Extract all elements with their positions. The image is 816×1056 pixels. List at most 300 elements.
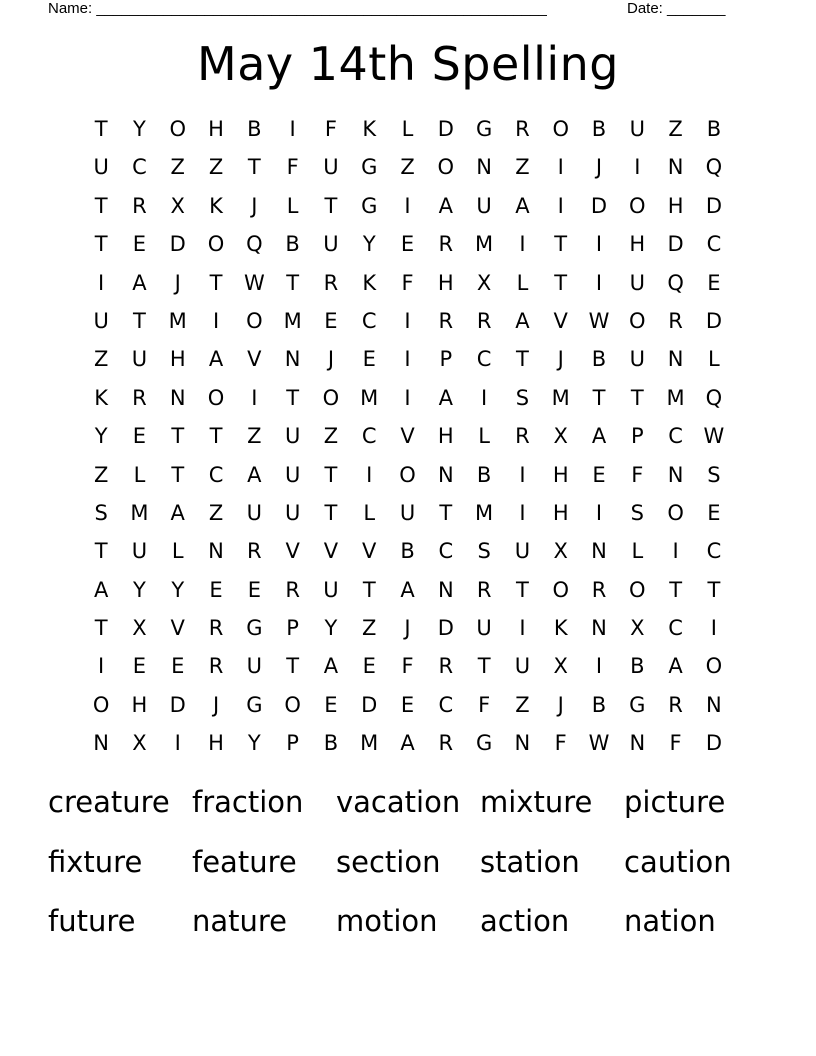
grid-letter: I (557, 155, 564, 180)
word-bank-item: picture (624, 785, 726, 819)
grid-letter: T (669, 577, 683, 602)
grid-letter: O (437, 155, 455, 180)
grid-letter: N (169, 385, 186, 410)
grid-letter: B (591, 347, 607, 372)
grid-letter: L (708, 347, 720, 372)
grid-letter: Y (247, 731, 261, 756)
grid-letter: D (705, 193, 722, 218)
grid-letter: A (668, 654, 683, 679)
grid-letter: K (362, 117, 377, 141)
grid-letter: E (707, 270, 721, 295)
grid-letter: N (208, 539, 224, 564)
grid-letter: K (209, 193, 223, 218)
grid-letter: A (170, 500, 185, 525)
grid-letter: N (706, 692, 722, 717)
grid-letter: M (666, 385, 685, 410)
grid-letter: T (171, 424, 185, 449)
grid-letter: V (400, 424, 415, 449)
grid-row (82, 724, 733, 762)
grid-letter: S (630, 500, 644, 525)
grid-letter: O (629, 193, 646, 218)
grid-letter: B (476, 462, 492, 487)
grid-letter: T (94, 117, 108, 141)
grid-letter: E (707, 500, 721, 525)
grid-letter: A (438, 193, 453, 218)
grid-letter: W (588, 308, 610, 333)
grid-letter: G (246, 616, 263, 641)
word-bank-item: nature (192, 904, 288, 938)
grid-letter: F (669, 731, 682, 756)
grid-letter: V (170, 616, 185, 641)
grid-letter: S (94, 500, 108, 525)
grid-letter: M (360, 731, 379, 756)
grid-letter: L (401, 117, 414, 141)
grid-letter: X (630, 616, 645, 641)
grid-letter: X (553, 654, 568, 679)
grid-letter: R (132, 193, 147, 218)
grid-letter: E (400, 232, 415, 257)
grid-letter: T (94, 539, 108, 564)
grid-letter: Z (400, 155, 415, 180)
grid-letter: N (667, 155, 684, 180)
grid-letter: T (362, 577, 376, 602)
grid-letter: P (286, 731, 299, 756)
grid-letter: K (553, 616, 568, 641)
grid-letter: B (591, 117, 607, 141)
grid-letter: X (553, 539, 568, 564)
grid-letter: N (93, 731, 109, 756)
grid-letter: L (631, 539, 644, 564)
grid-letter: M (168, 308, 187, 333)
grid-letter: B (400, 539, 415, 564)
grid-letter: N (437, 577, 454, 602)
word-bank-row (48, 840, 768, 900)
grid-letter: Y (171, 577, 185, 602)
grid-letter: O (705, 654, 723, 679)
grid-letter: Y (362, 232, 376, 257)
grid-row (82, 494, 733, 532)
grid-letter: I (289, 117, 296, 141)
grid-letter: O (629, 308, 646, 333)
grid-letter: I (404, 308, 411, 333)
grid-letter: Q (246, 232, 263, 257)
grid-letter: C (706, 539, 722, 564)
grid-letter: J (327, 347, 335, 372)
grid-row (82, 340, 733, 378)
grid-letter: O (322, 385, 340, 410)
grid-letter: T (286, 654, 300, 679)
grid-letter: Q (705, 155, 723, 180)
grid-letter: Y (94, 424, 108, 449)
word-bank-item: motion (336, 904, 438, 938)
grid-letter: R (208, 654, 224, 679)
grid-letter: U (476, 616, 492, 641)
grid-letter: I (595, 232, 603, 257)
grid-row (82, 225, 733, 263)
grid-letter: T (324, 462, 338, 487)
grid-letter: T (94, 193, 108, 218)
grid-letter: I (710, 616, 717, 641)
grid-letter: O (284, 692, 301, 717)
grid-letter: E (400, 692, 415, 717)
grid-letter: T (133, 308, 146, 333)
grid-letter: U (131, 347, 148, 372)
grid-letter: V (323, 539, 339, 564)
grid-letter: T (94, 232, 108, 257)
grid-letter: D (590, 193, 608, 218)
grid-letter: U (246, 500, 263, 525)
grid-letter: I (404, 347, 411, 372)
grid-letter: V (553, 308, 568, 333)
grid-letter: R (438, 731, 454, 756)
grid-letter: F (401, 654, 414, 679)
word-bank-item: fixture (48, 844, 143, 879)
grid-letter: D (361, 692, 378, 717)
grid-letter: I (481, 385, 488, 410)
grid-letter: H (629, 232, 646, 257)
grid-letter: I (519, 462, 526, 487)
grid-letter: O (552, 577, 569, 602)
grid-letter: M (283, 308, 302, 333)
grid-letter: D (705, 308, 722, 333)
grid-letter: U (399, 500, 416, 525)
grid-letter: F (324, 117, 337, 141)
grid-letter: V (362, 539, 377, 564)
grid-letter: E (132, 654, 147, 679)
grid-letter: T (286, 385, 300, 410)
grid-letter: L (516, 270, 529, 295)
grid-letter: O (207, 385, 225, 410)
grid-letter: J (404, 616, 411, 641)
grid-letter: A (591, 424, 607, 449)
grid-letter: H (552, 500, 569, 525)
grid-letter: H (552, 462, 569, 487)
grid-letter: H (208, 731, 224, 756)
name-field: Name: ______________________________________________________ (48, 0, 547, 17)
grid-letter: U (93, 155, 109, 180)
grid-letter: B (591, 692, 607, 717)
date-field: Date: _______ (627, 0, 726, 17)
grid-letter: G (361, 193, 378, 218)
grid-letter: U (514, 539, 531, 564)
grid-letter: D (437, 616, 454, 641)
grid-letter: U (629, 270, 645, 295)
grid-letter: I (672, 539, 679, 564)
grid-letter: I (404, 193, 411, 218)
grid-letter: R (323, 270, 339, 295)
grid-letter: T (707, 577, 721, 602)
grid-letter: R (208, 616, 224, 641)
grid-letter: C (132, 155, 147, 180)
grid-letter: H (208, 117, 224, 141)
word-bank-row (48, 899, 768, 959)
header-fields (48, 0, 748, 20)
grid-letter: B (706, 117, 722, 141)
grid-letter: C (438, 692, 454, 717)
grid-letter: H (169, 347, 186, 372)
grid-letter: T (477, 654, 491, 679)
grid-letter: Z (323, 424, 339, 449)
grid-letter: Y (133, 577, 146, 602)
grid-letter: V (285, 539, 300, 564)
grid-letter: I (251, 385, 258, 410)
grid-letter: U (246, 654, 263, 679)
grid-letter: J (212, 692, 220, 717)
word-bank-item: future (48, 904, 136, 938)
grid-letter: C (476, 347, 492, 372)
grid-letter: O (629, 577, 646, 602)
grid-letter: T (516, 577, 529, 602)
grid-letter: B (630, 654, 645, 679)
grid-letter: T (324, 193, 338, 218)
grid-letter: E (324, 308, 338, 333)
grid-letter: N (667, 347, 684, 372)
grid-letter: E (324, 692, 338, 717)
grid-letter: B (285, 232, 300, 257)
grid-letter: I (98, 270, 105, 295)
grid-letter: R (285, 577, 300, 602)
grid-letter: X (476, 270, 492, 295)
grid-letter: U (323, 577, 339, 602)
grid-letter: I (519, 500, 526, 525)
grid-letter: A (400, 577, 415, 602)
grid-letter: O (169, 117, 186, 141)
grid-letter: M (475, 500, 494, 525)
grid-letter: T (630, 385, 644, 410)
grid-row (82, 302, 733, 340)
grid-letter: I (519, 616, 526, 641)
grid-letter: X (170, 193, 185, 218)
grid-letter: Q (667, 270, 684, 295)
grid-letter: E (247, 577, 261, 602)
grid-letter: T (171, 462, 185, 487)
grid-letter: N (591, 616, 607, 641)
grid-letter: Z (208, 500, 224, 525)
grid-letter: U (476, 193, 492, 218)
word-search-grid (82, 110, 733, 763)
grid-letter: F (631, 462, 644, 487)
grid-letter: I (366, 462, 373, 487)
grid-letter: A (132, 270, 147, 295)
word-bank (48, 780, 768, 959)
grid-letter: T (554, 232, 568, 257)
grid-letter: E (362, 347, 376, 372)
grid-letter: S (707, 462, 721, 487)
grid-letter: G (361, 155, 378, 180)
grid-letter: F (554, 731, 567, 756)
grid-letter: G (475, 731, 493, 756)
grid-letter: R (438, 308, 454, 333)
grid-letter: C (361, 424, 377, 449)
grid-letter: J (251, 193, 258, 218)
grid-letter: E (592, 462, 606, 487)
grid-letter: E (132, 232, 147, 257)
grid-letter: T (592, 385, 606, 410)
grid-letter: R (476, 577, 492, 602)
grid-letter: N (437, 462, 454, 487)
grid-letter: W (588, 731, 610, 756)
grid-letter: O (667, 500, 684, 525)
grid-letter: D (705, 731, 722, 756)
word-bank-item: nation (624, 904, 716, 938)
grid-letter: X (132, 731, 147, 756)
grid-letter: R (438, 654, 454, 679)
page-title: May 14th Spelling (197, 37, 619, 91)
grid-letter: T (286, 270, 300, 295)
grid-letter: O (246, 308, 263, 333)
grid-letter: B (323, 731, 339, 756)
grid-letter: W (243, 270, 265, 295)
grid-letter: Z (247, 424, 262, 449)
grid-letter: Z (668, 117, 683, 141)
grid-row (82, 571, 733, 609)
grid-letter: G (246, 692, 263, 717)
grid-letter: N (667, 462, 684, 487)
grid-letter: T (209, 270, 223, 295)
grid-letter: D (169, 692, 186, 717)
grid-letter: H (437, 270, 454, 295)
grid-letter: P (439, 347, 453, 372)
word-bank-item: action (480, 904, 570, 938)
word-bank-item: station (480, 844, 580, 879)
grid-letter: L (286, 193, 299, 218)
grid-letter: A (400, 731, 415, 756)
grid-row (82, 379, 733, 417)
grid-letter: R (476, 308, 492, 333)
word-bank-item: creature (48, 785, 170, 819)
grid-letter: C (361, 308, 377, 333)
grid-letter: K (362, 270, 377, 295)
grid-letter: A (247, 462, 262, 487)
grid-letter: O (399, 462, 416, 487)
grid-letter: F (478, 692, 491, 717)
grid-letter: U (93, 308, 109, 333)
grid-letter: U (284, 424, 301, 449)
grid-row (82, 609, 733, 647)
grid-letter: T (439, 500, 453, 525)
grid-letter: C (706, 232, 722, 257)
grid-letter: N (284, 347, 301, 372)
grid-letter: N (514, 731, 531, 756)
grid-letter: R (132, 385, 147, 410)
grid-letter: L (478, 424, 490, 449)
grid-letter: Z (93, 347, 109, 372)
grid-letter: F (401, 270, 414, 295)
grid-letter: I (557, 193, 564, 218)
grid-letter: I (634, 155, 641, 180)
grid-letter: T (324, 500, 338, 525)
grid-letter: C (438, 539, 454, 564)
grid-letter: L (363, 500, 376, 525)
grid-letter: I (174, 731, 181, 756)
grid-letter: N (629, 731, 646, 756)
grid-row (82, 110, 733, 148)
grid-letter: D (437, 117, 454, 141)
grid-letter: H (667, 193, 684, 218)
grid-letter: B (247, 117, 262, 141)
grid-letter: U (629, 347, 645, 372)
grid-letter: W (703, 424, 725, 449)
grid-letter: I (595, 270, 603, 295)
grid-letter: E (362, 654, 376, 679)
grid-letter: T (516, 347, 529, 372)
grid-letter: J (557, 347, 564, 372)
grid-letter: X (132, 616, 147, 641)
grid-letter: N (476, 155, 492, 180)
grid-letter: Y (133, 117, 146, 141)
grid-letter: A (208, 347, 224, 372)
grid-letter: C (208, 462, 224, 487)
grid-letter: P (630, 424, 644, 449)
grid-letter: U (284, 500, 301, 525)
grid-letter: I (519, 232, 526, 257)
grid-letter: R (247, 539, 262, 564)
grid-letter: D (667, 232, 684, 257)
grid-letter: A (323, 654, 339, 679)
grid-letter: A (438, 385, 453, 410)
grid-row (82, 417, 733, 455)
grid-letter: C (668, 616, 683, 641)
grid-letter: X (553, 424, 568, 449)
grid-letter: Z (170, 155, 185, 180)
word-bank-item: caution (624, 844, 732, 879)
grid-letter: J (595, 155, 603, 180)
grid-letter: Y (324, 616, 338, 641)
grid-letter: D (169, 232, 186, 257)
grid-letter: O (92, 692, 110, 717)
word-bank-item: mixture (480, 785, 593, 819)
grid-letter: U (514, 654, 531, 679)
grid-letter: R (438, 232, 454, 257)
grid-letter: G (475, 117, 493, 141)
grid-letter: O (552, 117, 569, 141)
grid-letter: T (209, 424, 223, 449)
grid-letter: S (515, 385, 530, 410)
grid-letter: Z (93, 462, 109, 487)
grid-letter: T (247, 155, 261, 180)
grid-letter: R (515, 117, 530, 141)
grid-letter: S (477, 539, 491, 564)
grid-letter: Z (362, 616, 377, 641)
grid-letter: R (591, 577, 607, 602)
grid-letter: Z (515, 692, 530, 717)
grid-letter: I (212, 308, 220, 333)
grid-letter: I (98, 654, 105, 679)
grid-row (82, 532, 733, 570)
grid-letter: H (437, 424, 454, 449)
grid-row (82, 456, 733, 494)
grid-letter: I (595, 500, 603, 525)
grid-letter: Z (515, 155, 530, 180)
word-bank-item: vacation (336, 785, 461, 819)
grid-letter: Q (705, 385, 723, 410)
grid-letter: N (591, 539, 607, 564)
grid-letter: M (360, 385, 379, 410)
grid-letter: T (94, 616, 108, 641)
grid-letter: J (557, 692, 564, 717)
word-bank-item: fraction (192, 785, 304, 819)
grid-letter: U (323, 155, 339, 180)
grid-row (82, 686, 733, 724)
grid-letter: U (131, 539, 148, 564)
grid-letter: P (286, 616, 299, 641)
grid-row (82, 647, 733, 685)
word-bank-item: section (336, 844, 441, 879)
grid-letter: G (629, 692, 646, 717)
grid-letter: A (93, 577, 109, 602)
grid-letter: E (132, 424, 147, 449)
grid-letter: M (475, 232, 494, 257)
